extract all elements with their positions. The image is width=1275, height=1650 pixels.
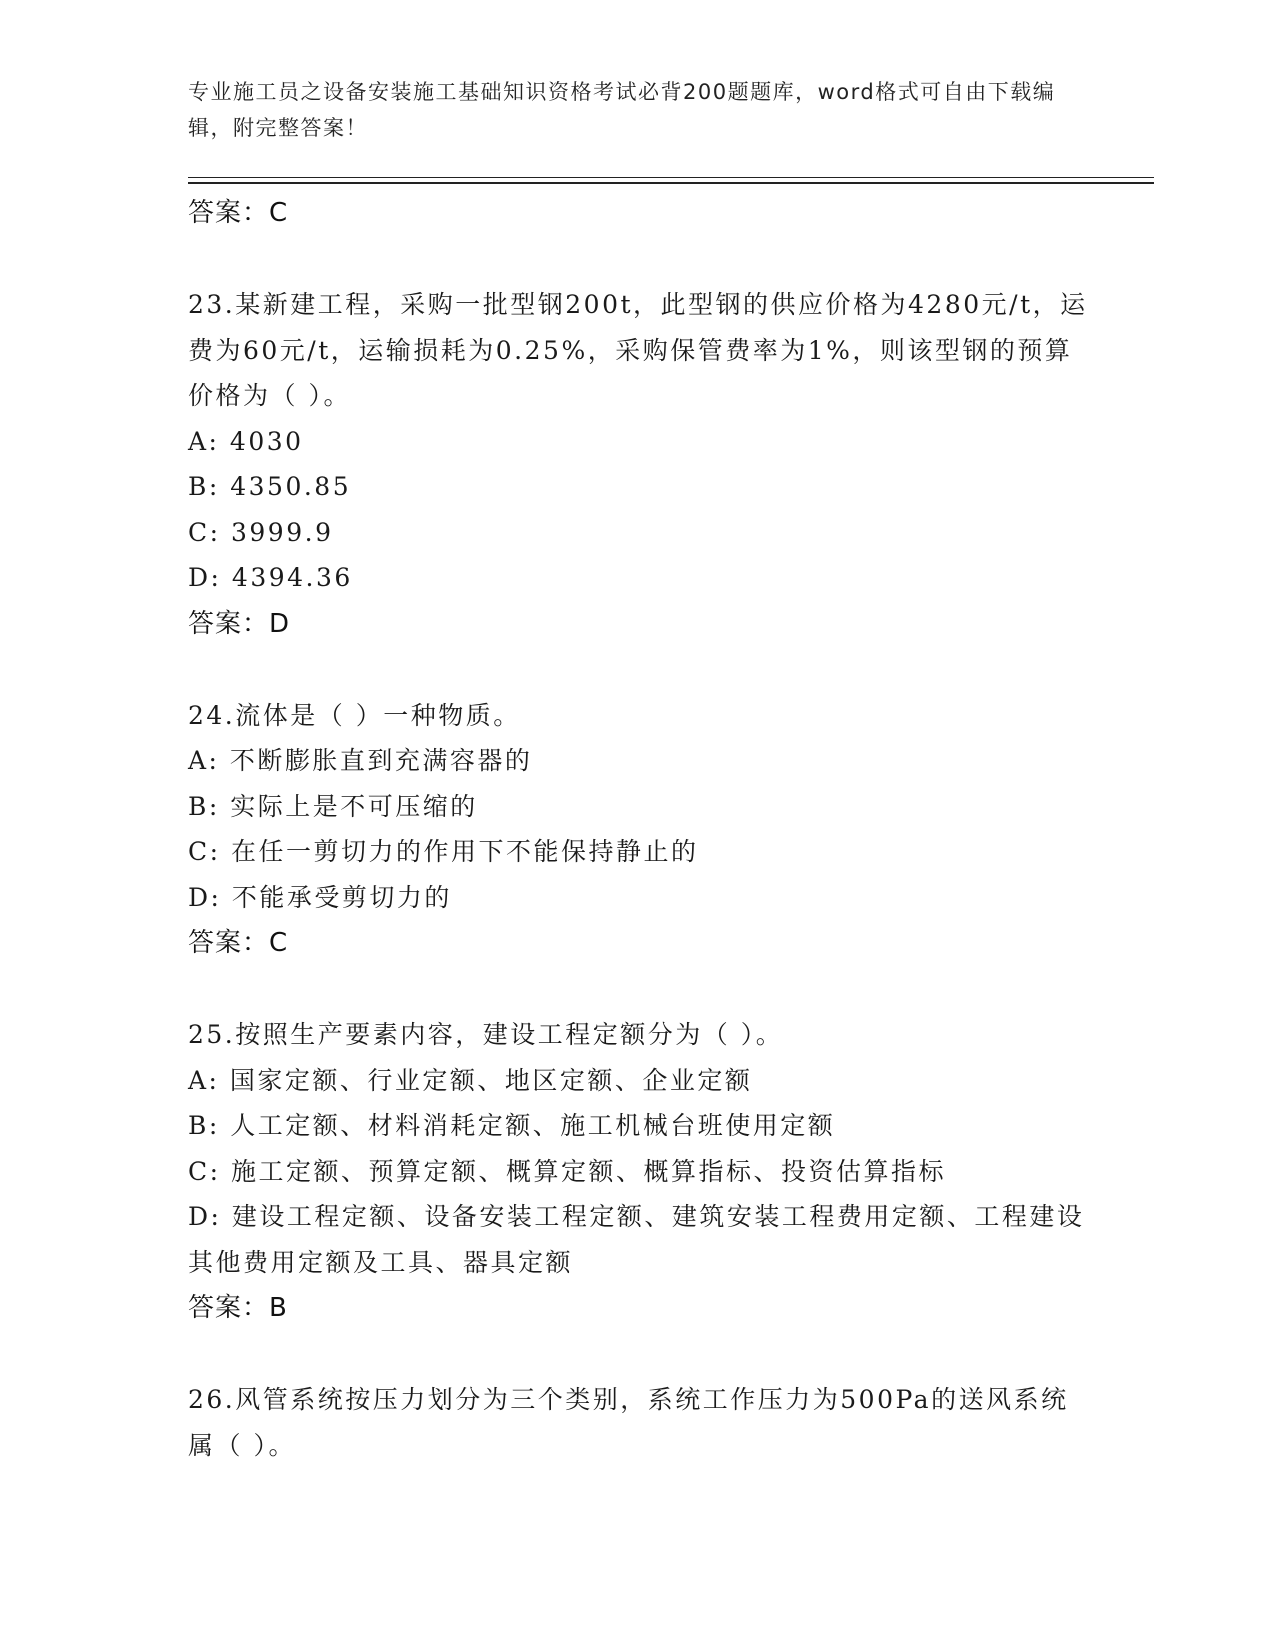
option-a: A: 4030 <box>188 426 304 456</box>
option-b: B: 实际上是不可压缩的 <box>188 791 478 821</box>
option-c: C: 3999.9 <box>188 517 334 547</box>
header-rule-thick <box>188 182 1154 184</box>
question-text: 23.某新建工程，采购一批型钢200t，此型钢的供应价格为4280元/t，运费为60元/t，运输损耗为0.25%，采购保管费率为1%，则该型钢的预算价格为（ ）。 <box>188 290 1088 410</box>
question-23 <box>188 282 1088 647</box>
question-24 <box>188 693 1088 967</box>
option-d: D: 4394.36 <box>188 563 353 592</box>
answer: 答案：C <box>188 928 289 958</box>
option-b: B: 4350.85 <box>188 472 352 501</box>
question-25 <box>188 1012 1088 1331</box>
document-content <box>188 190 1088 1468</box>
question-text: 26.风管系统按压力划分为三个类别，系统工作压力为500Pa的送风系统属（ ）。 <box>188 1385 1069 1460</box>
option-a: A: 不断膨胀直到充满容器的 <box>188 746 533 775</box>
answer: 答案：D <box>188 608 291 639</box>
previous-answer: 答案：C <box>188 198 289 228</box>
header-text: 专业施工员之设备安装施工基础知识资格考试必背200题题库，word格式可自由下载编辑，附完整答案！ <box>188 80 1056 140</box>
question-text: 25.按照生产要素内容，建设工程定额分为（ ）。 <box>188 1020 784 1049</box>
document-header <box>188 74 1068 146</box>
question-text: 24.流体是（ ）一种物质。 <box>188 700 521 730</box>
option-b: B: 人工定额、材料消耗定额、施工机械台班使用定额 <box>188 1111 836 1140</box>
option-d: D: 建设工程定额、设备安装工程定额、建筑安装工程费用定额、工程建设其他费用定额及工具、器具定额 <box>188 1202 1085 1277</box>
option-a: A: 国家定额、行业定额、地区定额、企业定额 <box>188 1065 753 1095</box>
question-26 <box>188 1377 1088 1468</box>
option-c: C: 在任一剪切力的作用下不能保持静止的 <box>188 837 699 866</box>
answer: 答案：B <box>188 1293 288 1323</box>
option-d: D: 不能承受剪切力的 <box>188 882 452 912</box>
option-c: C: 施工定额、预算定额、概算定额、概算指标、投资估算指标 <box>188 1156 947 1186</box>
header-rule-thin <box>188 177 1154 178</box>
